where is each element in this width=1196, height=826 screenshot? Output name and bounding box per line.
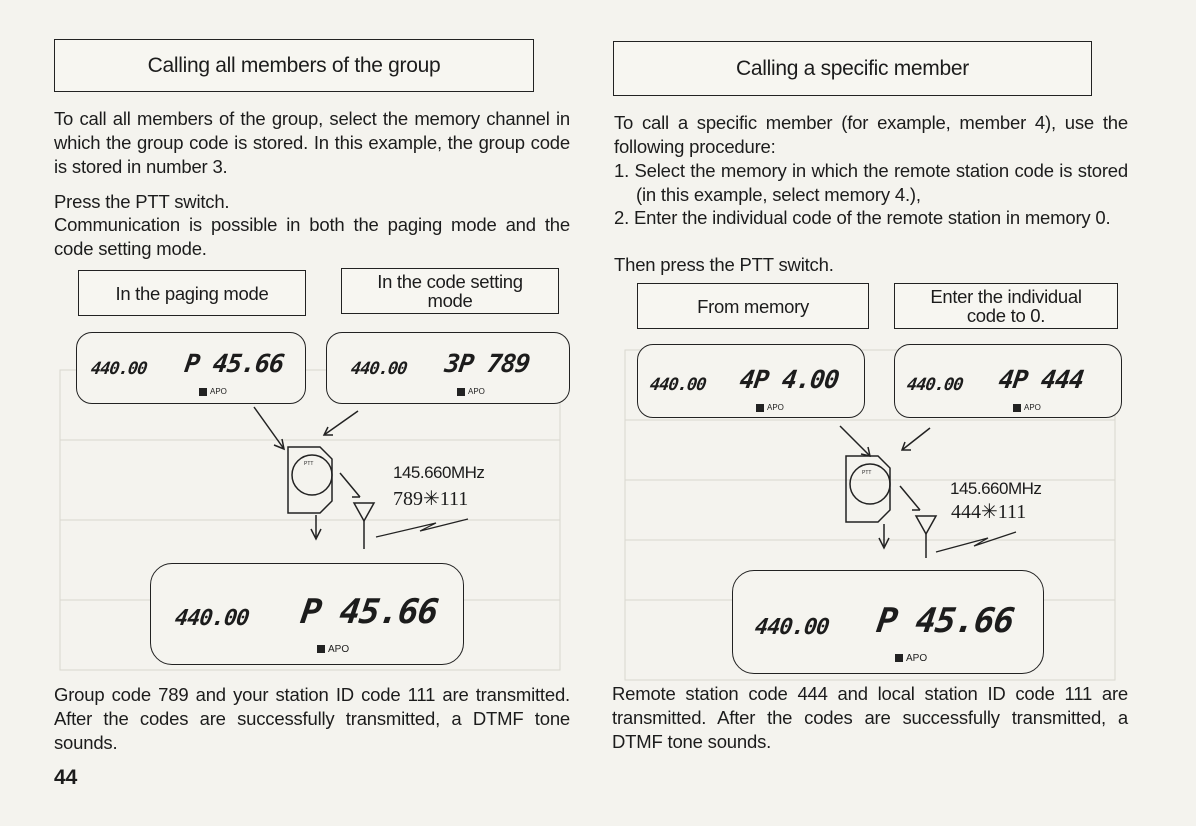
lcd-indicator: APO	[199, 387, 227, 396]
left-title-text: Calling all members of the group	[147, 53, 441, 77]
lcd-frequency: 440.00	[905, 375, 964, 395]
lcd-frequency: 440.00	[173, 606, 251, 631]
s-icon	[756, 404, 764, 412]
left-tx-code: 789✳111	[393, 488, 469, 510]
label-paging-mode: In the paging mode	[78, 270, 306, 316]
lcd-code: 4P 444	[996, 365, 1086, 394]
left-communication-paragraph: Communication is possible in both the paging mode and the code setting mode.	[54, 214, 570, 259]
s-icon	[1013, 404, 1021, 412]
left-ptt-diagram	[240, 405, 500, 565]
ptt-label: PTT	[862, 470, 872, 476]
lcd-indicator: APO	[317, 644, 349, 655]
lcd-code: P 45.66	[182, 349, 286, 378]
lcd-indicator: APO	[1013, 403, 1041, 412]
s-icon	[895, 654, 903, 662]
lcd-frequency: 440.00	[89, 359, 148, 379]
lcd-paging-mode	[76, 332, 306, 404]
lcd-indicator: APO	[895, 653, 927, 664]
right-intro-paragraph: To call a specific member (for example, member 4), use the following procedure:	[614, 112, 1128, 157]
right-step-1: 1. Select the memory in which the remote station code is stored (in this example, select memory 4.),	[614, 160, 1128, 205]
right-title-text: Calling a specific member	[736, 56, 969, 80]
lcd-code-setting-mode	[326, 332, 570, 404]
lcd-frequency: 440.00	[349, 359, 408, 379]
label-code-setting-mode: In the code setting mode	[341, 268, 559, 314]
s-icon	[199, 388, 207, 396]
left-press-line: Press the PTT switch.	[54, 191, 230, 212]
lcd-code: 3P 789	[442, 349, 532, 378]
right-step-2: 2. Enter the individual code of the remote station in memory 0.	[614, 207, 1111, 228]
right-tx-code: 444✳111	[951, 501, 1027, 523]
lcd-individual-code	[894, 344, 1122, 418]
left-intro-paragraph: To call all members of the group, select the memory channel in which the group code is stored. In this example, the group code is stored in number 3.	[54, 108, 570, 177]
left-tx-frequency: 145.660MHz	[393, 463, 485, 482]
lcd-indicator: APO	[756, 403, 784, 412]
s-icon	[457, 388, 465, 396]
left-result-paragraph: Group code 789 and your station ID code 111 are transmitted. After the codes are successfully transmitted, a DTMF tone sounds.	[54, 684, 570, 753]
ptt-label: PTT	[304, 461, 314, 467]
right-section-title	[613, 41, 1092, 96]
left-section-title	[54, 39, 534, 92]
lcd-result-right	[732, 570, 1044, 674]
page-number: 44	[54, 766, 78, 789]
lcd-code: P 45.66	[298, 592, 441, 632]
label-enter-individual: Enter the individual code to 0.	[894, 283, 1118, 329]
lcd-result-left	[150, 563, 464, 665]
label-from-memory: From memory	[637, 283, 869, 329]
lcd-frequency: 440.00	[648, 375, 707, 395]
right-then-line: Then press the PTT switch.	[614, 254, 834, 275]
lcd-frequency: 440.00	[753, 615, 831, 640]
lcd-code: P 45.66	[874, 601, 1017, 641]
lcd-indicator: APO	[457, 387, 485, 396]
lcd-code: 4P 4.00	[737, 365, 841, 394]
right-tx-frequency: 145.660MHz	[950, 479, 1042, 498]
s-icon	[317, 645, 325, 653]
lcd-from-memory	[637, 344, 865, 418]
right-result-paragraph: Remote station code 444 and local station ID code 111 are transmitted. After the codes are successfully transmitted, a DTMF tone sounds.	[612, 683, 1128, 752]
